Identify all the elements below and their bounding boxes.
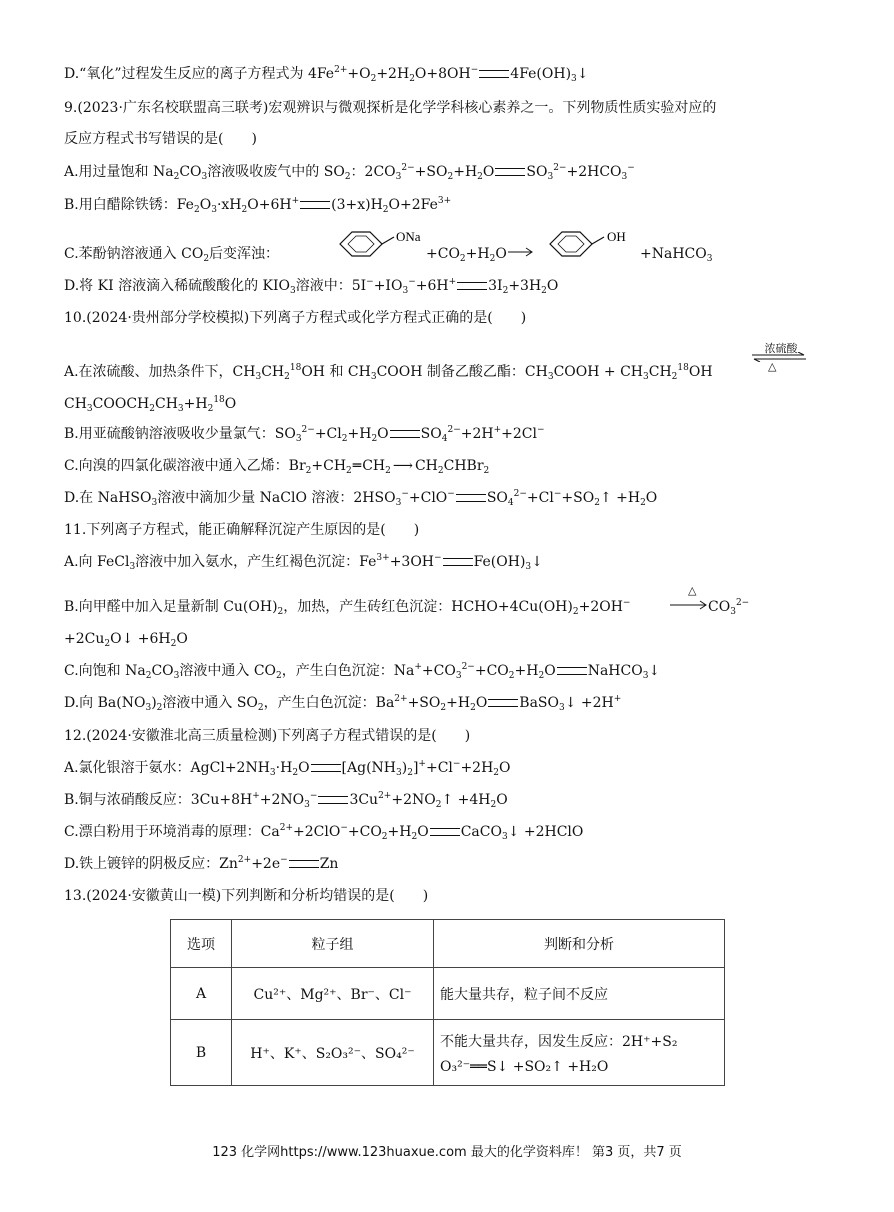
row-a-particles: Cu²⁺、Mg²⁺、Br⁻、Cl⁻: [232, 968, 434, 1020]
question-11-option-d: D.向 $Ba(NO_3)_2$溶液中通入 $SO_2$，产生白色沉淀：$Ba^{2+}+SO_2+H_2O$ BaSO$_3$↓ +2H+: [64, 694, 622, 713]
question-11-option-b-product: $CO_3^{2-}$: [708, 598, 750, 617]
question-12-stem: 12.(2024·安徽淮北高三质量检测)下列离子方程式错误的是( ): [64, 728, 471, 744]
phenol-reaction-end: +NaHCO$_3$: [640, 246, 713, 264]
question-10-option-c: C.向溴的四氯化碳溶液中通入乙烯：$Br_2+CH_2═CH_2$ ⟶ $CH_2CHBr_2$: [64, 458, 490, 476]
forward-arrow: [670, 600, 710, 610]
heat-cond-b: △: [688, 584, 697, 597]
question-12-option-c: C.漂白粉用于环境消毒的原理：$Ca^{2+}+2ClO^-+CO_2+H_2O$ CaCO$_3$↓ +2HClO: [64, 823, 584, 842]
question-10-option-a-cont: $CH_3COOCH_2CH_3+H_2^{18}O$: [64, 395, 237, 414]
question-11-stem: 11.下列离子方程式，能正确解释沉淀产生原因的是( ): [64, 522, 420, 538]
question-12-option-a: A.氯化银溶于氨水：$AgCl+2NH_3\cdot H_2O$ $[Ag(NH_3)_2]^++Cl^-+2H_2O$: [64, 759, 511, 778]
row-b-option: B: [171, 1020, 232, 1086]
option-d-prev: D.“氧化”过程发生反应的离子方程式为 $4Fe^{2+}+O_2+2H_2O+8OH^-$ $4Fe(OH)_3↓$: [64, 65, 589, 84]
question-11-option-a: A.向 FeCl$_3$溶液中加入氨水，产生红褐色沉淀：$Fe^{3+}+3OH^-$ $Fe(OH)_3↓$: [64, 553, 543, 572]
row-b-particles: H⁺、K⁺、S₂O₃²⁻、SO₄²⁻: [232, 1020, 434, 1086]
question-13-stem: 13.(2024·安徽黄山一模)下列判断和分析均错误的是( ): [64, 888, 429, 904]
oh-label: OH: [607, 229, 626, 244]
ona-label: ONa: [396, 229, 421, 244]
question-9-option-b: B.用白醋除铁锈：$Fe_2O_3\cdot xH_2O+6H^+$ $(3+x)H_2O+2Fe^{3+}$: [64, 196, 452, 215]
table-row: [171, 968, 725, 1020]
question-11-option-b-cont: $+2Cu_2O↓ +6H_2O$: [64, 631, 188, 649]
question-11-option-b: B.向甲醛中加入足量新制 $Cu(OH)_2$，加热，产生砖红色沉淀：$HCHO+4Cu(OH)_2+2OH^-$: [64, 598, 631, 617]
row-b-analysis: [434, 1020, 725, 1086]
question-9-stem-2: 反应方程式书写错误的是( ): [64, 131, 257, 147]
table-header-row: [171, 920, 725, 968]
question-12-option-b: B.铜与浓硝酸反应：$3Cu+8H^++2NO_3^-$ $3Cu^{2+}+2NO_2↑ +4H_2O$: [64, 791, 508, 810]
header-particles: 粒子组: [232, 920, 434, 968]
row-a-analysis: 能大量共存，粒子间不反应: [434, 968, 725, 1020]
row-b-analysis-line1: 不能大量共存，因发生反应：2H⁺+S₂: [440, 1033, 678, 1050]
question-10-option-b: B.用亚硫酸钠溶液吸收少量氯气：$SO_3^{2-}+Cl_2+H_2O$ $SO_4^{2-}+2H^++2Cl^-$: [64, 425, 545, 444]
reversible-arrow: [750, 352, 808, 362]
question-12-option-d: D.铁上镀锌的阴极反应：$Zn^{2+}+2e^-$ Zn: [64, 855, 339, 872]
question-10-option-a: A.在浓硫酸、加热条件下，$CH_3CH_2^{18}OH$ 和 $CH_3COOH$ 制备乙酸乙酯：$CH_3COOH + CH_3CH_2^{18}OH$: [64, 363, 713, 382]
table-row: [171, 1020, 725, 1086]
cond-conc-sulfuric: 浓硫酸: [764, 342, 798, 355]
question-9-option-a: A.用过量饱和 $Na_2CO_3$溶液吸收废气中的 $SO_2$：$2CO_3^{2-}+SO_2+H_2O$ $SO_3^{2-}+2HCO_3^-$: [64, 163, 635, 182]
header-option: 选项: [171, 920, 232, 968]
question-9-option-d: D.将 KI 溶液滴入稀硫酸酸化的 $KIO_3$溶液中：$5I^-+IO_3^-+6H^+$ $3I_2+3H_2O$: [64, 277, 559, 296]
phenol-reaction-mid: $+CO_2+H_2O$: [426, 246, 507, 264]
question-10-stem: 10.(2024·贵州部分学校模拟)下列离子方程式或化学方程式正确的是( ): [64, 310, 527, 326]
question-9-option-c: C.苯酚钠溶液通入 $CO_2$后变浑浊：: [64, 246, 280, 264]
question-9-stem: 9.(2023·广东名校联盟高三联考)宏观辨识与微观探析是化学学科核心素养之一。下列物质性质实验对应的: [64, 100, 717, 116]
question-11-option-c: C.向饱和 $Na_2CO_3$溶液中通入 $CO_2$，产生白色沉淀：$Na^++CO_3^{2-}+CO_2+H_2O$ NaHCO$_3$↓: [64, 662, 661, 681]
question-10-option-d: D.在 NaHSO$_3$溶液中滴加少量 NaClO 溶液：$2HSO_3^-+ClO^-$ $SO_4^{2-}+Cl^-+SO_2↑ +H_2O$: [64, 489, 658, 508]
row-b-analysis-line2: O₃²⁻══S↓ +SO₂↑ +H₂O: [440, 1058, 609, 1075]
page-footer: 123 化学网https://www.123huaxue.com 最大的化学资料库！ 第3 页，共7 页: [212, 1145, 682, 1160]
row-a-option: A: [171, 968, 232, 1020]
cond-heat: △: [768, 360, 777, 373]
question-13-table: [170, 919, 725, 1086]
header-analysis: 判断和分析: [434, 920, 725, 968]
